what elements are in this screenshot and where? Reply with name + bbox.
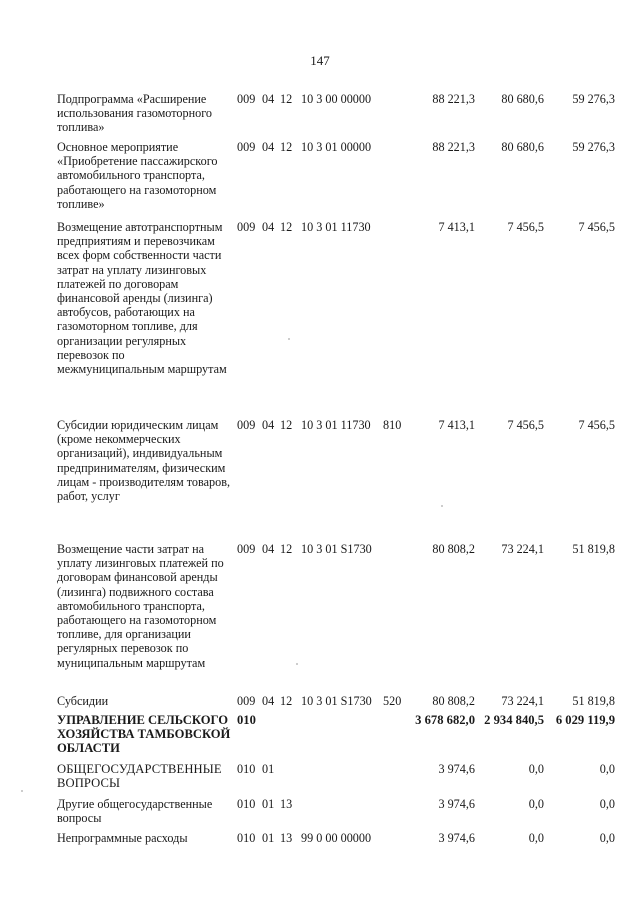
row-rz: 04: [262, 92, 275, 106]
row-vr: 520: [383, 694, 402, 708]
page-number: 147: [310, 53, 330, 68]
row-value-1: 88 221,3: [432, 92, 475, 106]
row-ved: 009: [237, 694, 256, 708]
row-value-2: 73 224,1: [501, 694, 544, 708]
row-value-1: 3 974,6: [438, 762, 475, 776]
row-value-2: 0,0: [528, 762, 544, 776]
row-pr: 12: [280, 694, 293, 708]
row-value-1: 80 808,2: [432, 694, 475, 708]
row-value-3: 0,0: [599, 831, 615, 845]
row-value-3: 51 819,8: [572, 694, 615, 708]
row-value-2: 80 680,6: [501, 92, 544, 106]
scan-speck: [21, 790, 23, 792]
row-name: УПРАВЛЕНИЕ СЕЛЬСКОГО ХОЗЯЙСТВА ТАМБОВСКОЙ ОБЛАСТИ: [57, 713, 231, 756]
row-pr: 12: [280, 418, 293, 432]
row-name: Другие общегосударственные вопросы: [57, 797, 213, 826]
row-ved: 009: [237, 542, 256, 556]
row-value-1: 88 221,3: [432, 140, 475, 154]
row-name: Непрограммные расходы: [57, 831, 188, 845]
row-value-1: 7 413,1: [438, 220, 475, 234]
row-name: Возмещение автотранспортным предприятиям и перевозчикам всех форм собственности части затрат на уплату лизинговых платежей по договорам финансовой аренды (лизинга) автобусов, работающих на газомоторном топливе, для организации регулярных перевозок по межмуниципальным маршрутам: [57, 220, 227, 377]
row-ved: 010: [237, 831, 256, 845]
row-name: ОБЩЕГОСУДАРСТВЕННЫЕ ВОПРОСЫ: [57, 762, 222, 791]
row-ved: 010: [237, 797, 256, 811]
row-rz: 01: [262, 831, 275, 845]
row-value-3: 0,0: [599, 762, 615, 776]
row-value-3: 6 029 119,9: [555, 713, 615, 727]
row-pr: 13: [280, 797, 293, 811]
scan-speck: [288, 338, 290, 340]
row-rz: 04: [262, 140, 275, 154]
row-value-1: 3 974,6: [438, 831, 475, 845]
row-pr: 13: [280, 831, 293, 845]
row-vr: 810: [383, 418, 402, 432]
row-ved: 009: [237, 92, 256, 106]
row-value-3: 59 276,3: [572, 92, 615, 106]
row-value-3: 0,0: [599, 797, 615, 811]
row-value-2: 0,0: [528, 831, 544, 845]
row-ved: 009: [237, 220, 256, 234]
row-name: Субсидии юридическим лицам (кроме некоммерческих организаций), индивидуальным предпринимателям, физическим лицам - производителям товаров, работ, услуг: [57, 418, 231, 504]
row-value-1: 7 413,1: [438, 418, 475, 432]
row-csr: 10 3 01 11730: [301, 418, 371, 432]
row-name: Возмещение части затрат на уплату лизинговых платежей по договорам финансовой аренды (лизинга) подвижного состава автомобильного транспорта, работающего на газомоторном топливе, для организации регулярных перевозок по муниципальным маршрутам: [57, 542, 224, 670]
row-value-3: 59 276,3: [572, 140, 615, 154]
row-value-1: 3 678 682,0: [415, 713, 475, 727]
row-name: Подпрограмма «Расширение использования газомоторного топлива»: [57, 92, 212, 135]
row-csr: 10 3 01 00000: [301, 140, 372, 154]
row-csr: 10 3 01 11730: [301, 220, 371, 234]
scan-speck: [441, 505, 443, 507]
row-rz: 01: [262, 797, 275, 811]
row-value-2: 7 456,5: [507, 418, 544, 432]
row-value-3: 7 456,5: [578, 418, 615, 432]
row-value-2: 0,0: [528, 797, 544, 811]
row-value-3: 7 456,5: [578, 220, 615, 234]
row-ved: 009: [237, 418, 256, 432]
row-rz: 04: [262, 220, 275, 234]
row-csr: 10 3 01 S1730: [301, 694, 372, 708]
row-rz: 04: [262, 542, 275, 556]
row-value-2: 2 934 840,5: [484, 713, 544, 727]
row-pr: 12: [280, 140, 293, 154]
row-pr: 12: [280, 542, 293, 556]
row-ved: 010: [237, 713, 256, 727]
row-csr: 99 0 00 00000: [301, 831, 372, 845]
row-csr: 10 3 01 S1730: [301, 542, 372, 556]
row-value-3: 51 819,8: [572, 542, 615, 556]
row-name: Субсидии: [57, 694, 109, 708]
row-value-1: 3 974,6: [438, 797, 475, 811]
row-value-2: 80 680,6: [501, 140, 544, 154]
row-value-2: 73 224,1: [501, 542, 544, 556]
row-rz: 01: [262, 762, 275, 776]
row-name: Основное мероприятие «Приобретение пассажирского автомобильного транспорта, работающего на газомоторном топливе»: [57, 140, 218, 211]
row-csr: 10 3 00 00000: [301, 92, 372, 106]
row-ved: 010: [237, 762, 256, 776]
row-pr: 12: [280, 220, 293, 234]
row-rz: 04: [262, 694, 275, 708]
row-value-1: 80 808,2: [432, 542, 475, 556]
scan-speck: [296, 663, 298, 665]
row-rz: 04: [262, 418, 275, 432]
row-ved: 009: [237, 140, 256, 154]
row-value-2: 7 456,5: [507, 220, 544, 234]
row-pr: 12: [280, 92, 293, 106]
